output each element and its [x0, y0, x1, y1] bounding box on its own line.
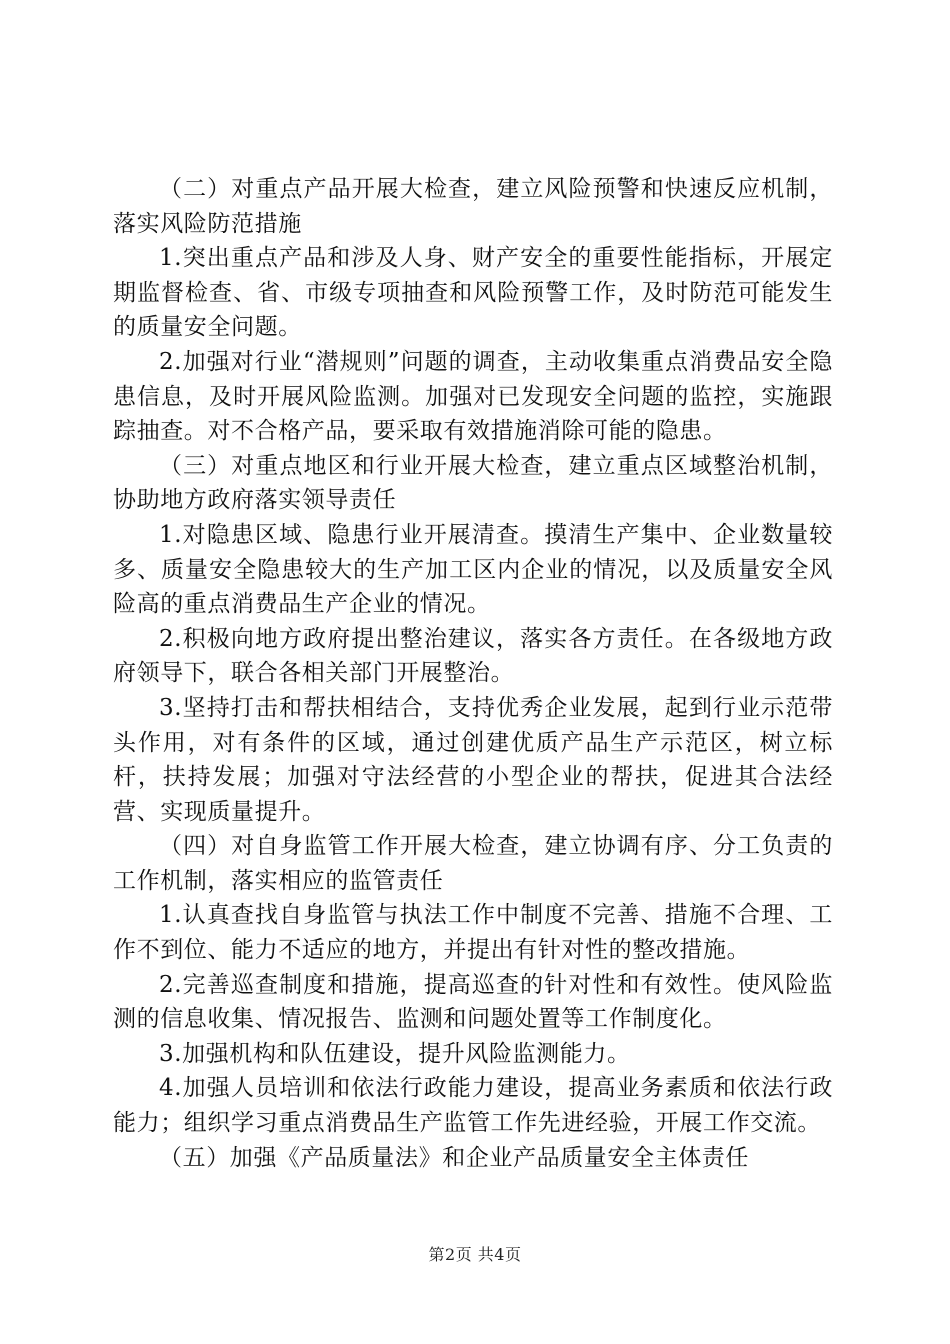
paragraph: 4.加强人员培训和依法行政能力建设，提高业务素质和依法行政能力；组织学习重点消费品生产监管工作先进经验，开展工作交流。 [113, 1075, 833, 1137]
paragraph: 2.完善巡查制度和措施，提高巡查的针对性和有效性。使风险监测的信息收集、情况报告、监测和问题处置等工作制度化。 [113, 971, 833, 1033]
paragraph: 1.认真查找自身监管与执法工作中制度不完善、措施不合理、工作不到位、能力不适应的地方，并提出有针对性的整改措施。 [113, 902, 833, 964]
paragraph: 3.坚持打击和帮扶相结合，支持优秀企业发展，起到行业示范带头作用，对有条件的区域，通过创建优质产品生产示范区，树立标杆，扶持发展；加强对守法经营的小型企业的帮扶，促进其合法经营、实现质量提升。 [113, 694, 833, 825]
paragraph: 3.加强机构和队伍建设，提升风险监测能力。 [159, 1040, 631, 1067]
paragraph: 1.突出重点产品和涉及人身、财产安全的重要性能指标，开展定期监督检查、省、市级专项抽查和风险预警工作，及时防范可能发生的质量安全问题。 [113, 245, 833, 341]
paragraph: 2.加强对行业“潜规则”问题的调查，主动收集重点消费品安全隐患信息，及时开展风险监测。加强对已发现安全问题的监控，实施跟踪抽查。对不合格产品，要采取有效措施消除可能的隐患。 [113, 348, 833, 445]
section-heading-5: （五）加强《产品质量法》和企业产品质量安全主体责任 [159, 1144, 749, 1171]
page-number-footer: 第2页 共4页 [428, 1245, 522, 1264]
section-heading-3: （三）对重点地区和行业开展大检查，建立重点区域整治机制，协助地方政府落实领导责任 [113, 452, 833, 514]
section-heading-2: （二）对重点产品开展大检查，建立风险预警和快速反应机制，落实风险防范措施 [113, 176, 833, 237]
paragraph: 1.对隐患区域、隐患行业开展清查。摸清生产集中、企业数量较多、质量安全隐患较大的生产加工区内企业的情况，以及质量安全风险高的重点消费品生产企业的情况。 [113, 521, 833, 618]
section-heading-4: （四）对自身监管工作开展大检查，建立协调有序、分工负责的工作机制，落实相应的监管责任 [113, 833, 833, 894]
paragraph: 2.积极向地方政府提出整治建议，落实各方责任。在各级地方政府领导下，联合各相关部门开展整治。 [113, 625, 833, 687]
document-body [113, 172, 833, 1175]
